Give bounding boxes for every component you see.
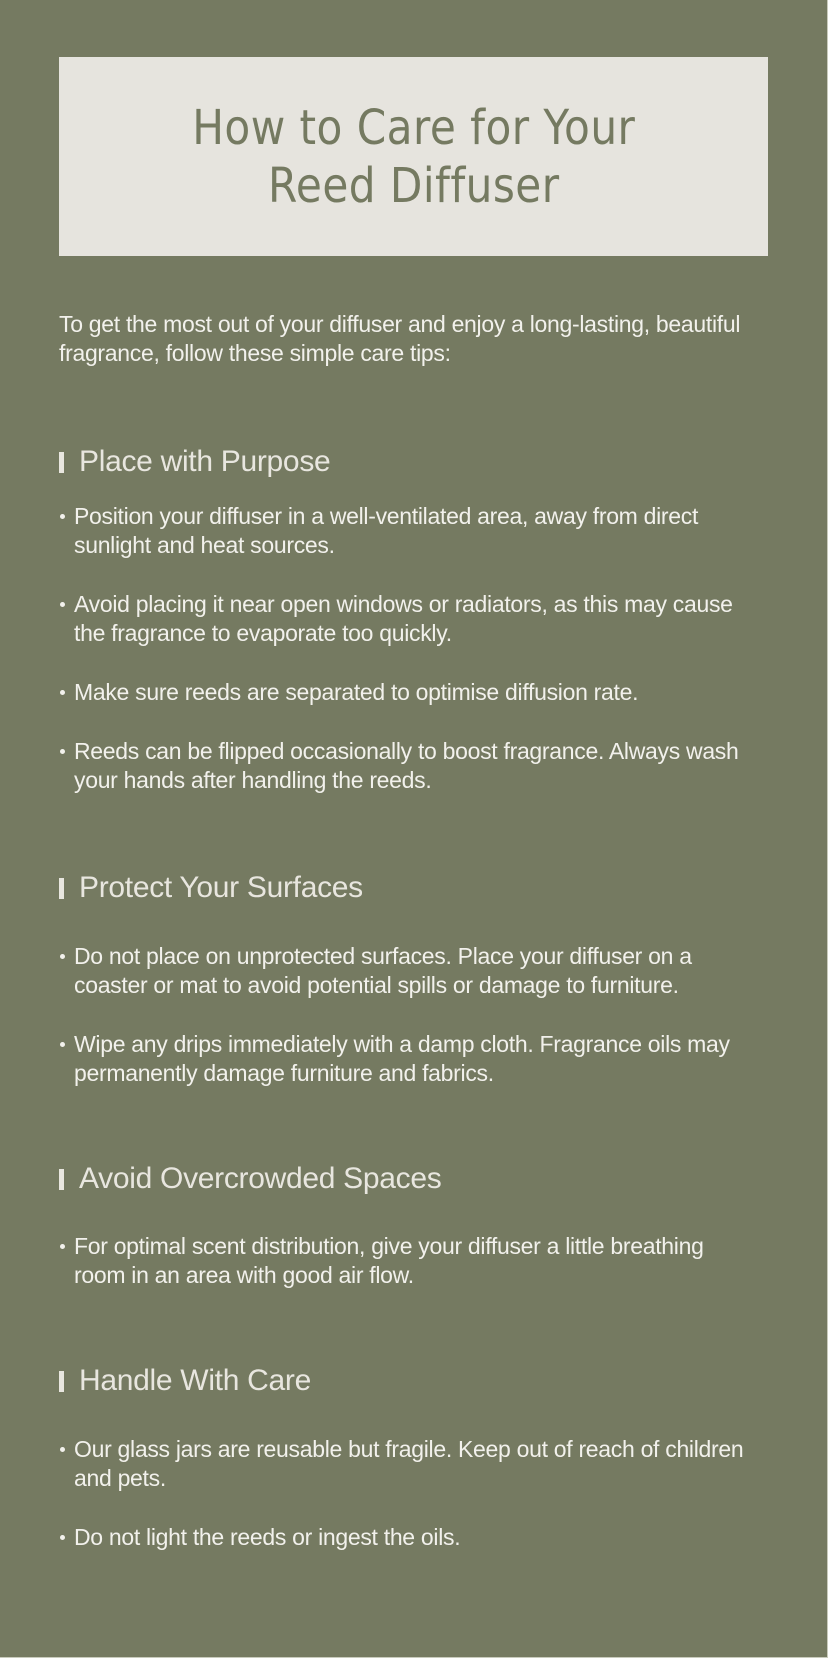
title-line-1: How to Care for Your [191,99,636,156]
section-heading-text: Handle With Care [79,1364,311,1397]
intro-paragraph: To get the most out of your diffuser and enjoy a long-lasting, beautiful fragrance, follow these simple care tips: [59,311,741,366]
title-banner [59,57,768,256]
section-heading-text: Protect Your Surfaces [79,871,363,904]
bullet-list [59,1232,759,1290]
list-item [59,590,759,648]
section-heading [59,1161,759,1197]
bullet-list [59,942,759,1088]
list-item-text: Position your diffuser in a well-ventilated area, away from direct sunlight and heat sources. [74,503,699,558]
list-item [59,502,759,560]
title-line-2: Reed Diffuser [267,157,560,214]
section-handle-with-care [59,1363,759,1582]
section-protect-your-surfaces [59,870,759,1118]
list-item [59,1435,759,1493]
heading-bar-icon [59,1169,64,1190]
section-heading [59,1363,759,1399]
bullet-icon [60,514,65,519]
section-heading-text: Avoid Overcrowded Spaces [79,1162,442,1195]
section-heading-text: Place with Purpose [79,445,331,478]
bullet-icon [60,690,65,695]
bullet-icon [60,1447,65,1452]
section-avoid-overcrowded-spaces [59,1161,759,1320]
list-item [59,737,759,795]
list-item [59,1030,759,1088]
heading-bar-icon [59,878,64,899]
list-item-text: Avoid placing it near open windows or radiators, as this may cause the fragrance to evaporate too quickly. [74,591,733,646]
list-item-text: Do not place on unprotected surfaces. Place your diffuser on a coaster or mat to avoid potential spills or damage to furniture. [74,943,692,998]
bullet-list [59,502,759,795]
section-heading [59,870,759,906]
bullet-icon [60,954,65,959]
list-item-text: Reeds can be flipped occasionally to boost fragrance. Always wash your hands after handling the reeds. [74,738,739,793]
list-item [59,942,759,1000]
section-place-with-purpose [59,444,759,825]
section-heading [59,444,759,480]
list-item-text: For optimal scent distribution, give your diffuser a little breathing room in an area with good air flow. [74,1233,704,1288]
heading-bar-icon [59,452,64,473]
bullet-icon [60,1535,65,1540]
list-item-text: Make sure reeds are separated to optimise diffusion rate. [74,679,639,705]
bullet-icon [60,1244,65,1249]
list-item-text: Wipe any drips immediately with a damp cloth. Fragrance oils may permanently damage furniture and fabrics. [74,1031,730,1086]
list-item-text: Our glass jars are reusable but fragile. Keep out of reach of children and pets. [74,1436,744,1491]
list-item [59,1232,759,1290]
bullet-list [59,1435,759,1552]
heading-bar-icon [59,1371,64,1392]
list-item [59,678,759,707]
bullet-icon [60,1042,65,1047]
bullet-icon [60,749,65,754]
bullet-icon [60,602,65,607]
page-title [192,99,635,215]
list-item [59,1523,759,1552]
list-item-text: Do not light the reeds or ingest the oils. [74,1524,461,1550]
